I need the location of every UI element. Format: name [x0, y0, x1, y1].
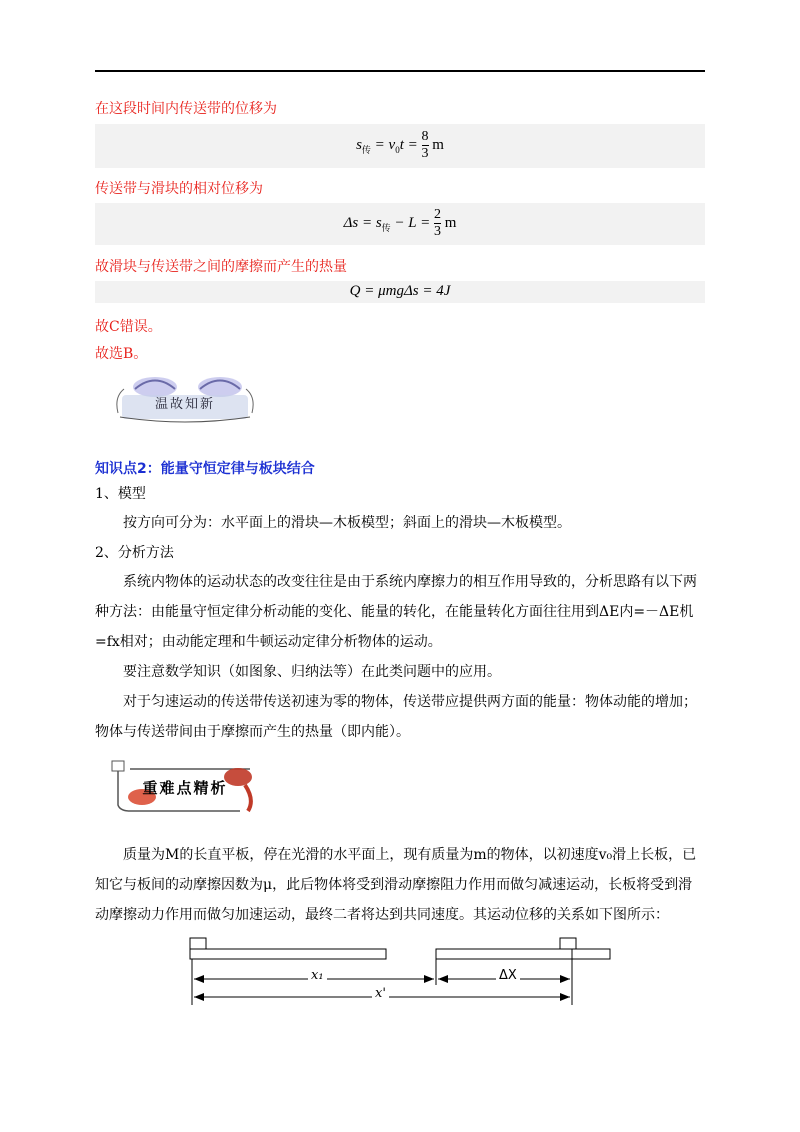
text-line-5: 故选B。 — [95, 346, 148, 362]
text-line-3: 故滑块与传送带之间的摩擦而产生的热量 — [95, 259, 347, 275]
label-x1: x₁ — [308, 968, 327, 983]
f1-t: t = — [399, 136, 422, 153]
plank-right — [436, 949, 610, 959]
review-banner — [110, 367, 260, 429]
section-heading: 知识点2：能量守恒定律与板块结合 — [95, 461, 315, 477]
f1-left: s — [356, 136, 362, 153]
formula-box-1 — [95, 124, 705, 168]
f1-sub0: 0 — [395, 144, 400, 155]
formula-3: Q = μmgΔs = 4J — [349, 283, 451, 299]
f2-fraction — [434, 207, 441, 240]
item-1-text: 按方向可分为：水平面上的滑块—木板模型；斜面上的滑块—木板模型。 — [123, 515, 571, 531]
f1-den: 3 — [421, 146, 429, 161]
f2-den: 3 — [434, 224, 442, 239]
text-line-4: 故C错误。 — [95, 319, 162, 335]
formula-2 — [95, 203, 705, 240]
block-left-icon — [190, 938, 206, 949]
analysis-paragraph: 质量为M的长直平板，停在光滑的水平面上，现有质量为m的物体，以初速度v₀滑上长板，已知它与板间的动摩擦因数为μ，此后物体将受到滑动摩擦阻力作用而做匀减速运动，长板将受到滑动摩擦动力作用而做匀加速运动，最终二者将达到共同速度。其运动位移的关系如下图所示： — [95, 847, 697, 923]
f2-left: Δs = s — [343, 214, 382, 231]
f2-sub: 传 — [381, 222, 391, 233]
f2-num: 2 — [434, 207, 442, 222]
f2-unit: m — [444, 214, 457, 231]
top-rule — [95, 70, 705, 72]
item-1-title: 1、模型 — [95, 486, 146, 502]
key-analysis-banner — [110, 755, 260, 817]
paragraph-3: 对于匀速运动的传送带传送初速为零的物体，传送带应提供两方面的能量：物体动能的增加；物体与传送带间由于摩擦而产生的热量（即内能）。 — [95, 694, 697, 740]
paragraph-2: 要注意数学知识（如图象、归纳法等）在此类问题中的应用。 — [123, 664, 501, 680]
label-x: x' — [372, 986, 389, 1001]
formula-1 — [95, 124, 705, 162]
f1-num: 8 — [421, 129, 429, 144]
f2-mid: − L = — [390, 214, 435, 231]
item-2-title: 2、分析方法 — [95, 545, 174, 561]
f1-mid: = v — [370, 136, 396, 153]
displacement-diagram — [180, 935, 620, 1010]
text-line-1: 在这段时间内传送带的位移为 — [95, 101, 277, 117]
formula-box-2 — [95, 203, 705, 245]
formula-box-3 — [95, 281, 705, 303]
block-right-icon — [560, 938, 576, 949]
plank-left — [190, 949, 386, 959]
key-analysis-banner-text: 重难点精析 — [142, 779, 228, 797]
review-banner-text: 温故知新 — [154, 397, 215, 412]
f1-sub: 传 — [361, 144, 371, 155]
f1-fraction — [422, 129, 429, 162]
text-line-2: 传送带与滑块的相对位移为 — [95, 181, 263, 197]
label-dx: ΔX — [496, 968, 520, 983]
f1-unit: m — [432, 136, 444, 153]
paragraph-1: 系统内物体的运动状态的改变往往是由于系统内摩擦力的相互作用导致的，分析思路有以下两种方法：由能量守恒定律分析动能的变化、能量的转化，在能量转化方面往往用到ΔE内=－ΔE机=fx相对；由动能定理和牛顿运动定律分析物体的运动。 — [95, 574, 697, 650]
